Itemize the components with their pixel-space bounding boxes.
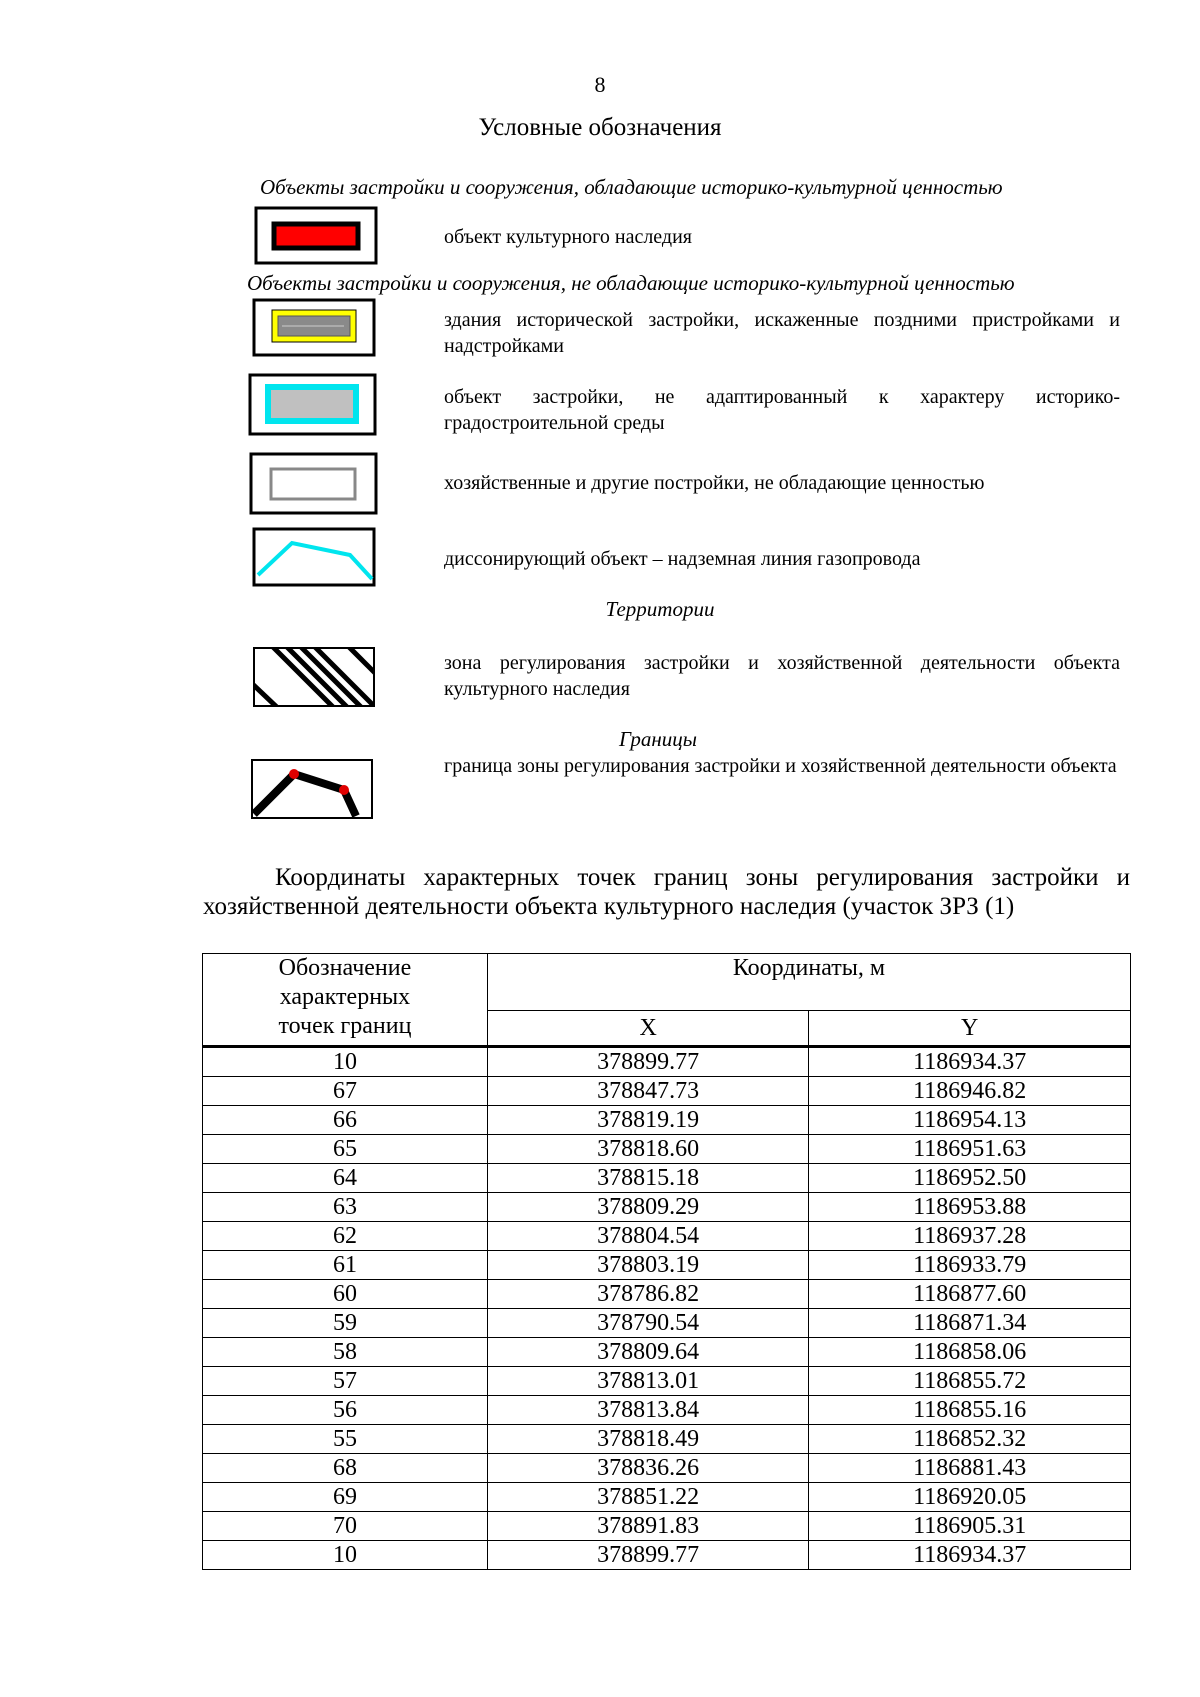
cell-x: 378790.54 bbox=[487, 1309, 809, 1338]
table-row bbox=[203, 1047, 1131, 1077]
table-row bbox=[203, 1135, 1131, 1164]
coordinates-table bbox=[202, 953, 1131, 1570]
legend-item-non-adapted: объект застройки, не адаптированный к характеру историко-градостроительной среды bbox=[444, 386, 1120, 434]
cell-y: 1186934.37 bbox=[809, 1541, 1131, 1570]
cell-point: 70 bbox=[203, 1512, 488, 1541]
cell-y: 1186954.13 bbox=[809, 1106, 1131, 1135]
gas-pipeline-symbol bbox=[252, 527, 378, 589]
cell-y: 1186877.60 bbox=[809, 1280, 1131, 1309]
cell-x: 378804.54 bbox=[487, 1222, 809, 1251]
cell-y: 1186952.50 bbox=[809, 1164, 1131, 1193]
cell-x: 378809.64 bbox=[487, 1338, 809, 1367]
cell-x: 378818.49 bbox=[487, 1425, 809, 1454]
utility-building-symbol bbox=[249, 452, 379, 516]
cell-y: 1186951.63 bbox=[809, 1135, 1131, 1164]
cell-y: 1186946.82 bbox=[809, 1077, 1131, 1106]
cell-point: 57 bbox=[203, 1367, 488, 1396]
cell-point: 61 bbox=[203, 1251, 488, 1280]
cell-point: 69 bbox=[203, 1483, 488, 1512]
coordinates-table-body bbox=[203, 1047, 1131, 1570]
legend-item-zone-boundary: граница зоны регулирования застройки и хозяйственной деятельности объекта bbox=[444, 755, 1117, 777]
legend-item-cultural-heritage: объект культурного наследия bbox=[444, 226, 692, 248]
cell-x: 378819.19 bbox=[487, 1106, 809, 1135]
cell-x: 378847.73 bbox=[487, 1077, 809, 1106]
table-row bbox=[203, 1454, 1131, 1483]
cell-point: 65 bbox=[203, 1135, 488, 1164]
table-row bbox=[203, 1222, 1131, 1251]
legend-section-heading-boundaries: Границы bbox=[618, 727, 697, 751]
cell-x: 378786.82 bbox=[487, 1280, 809, 1309]
cell-point: 62 bbox=[203, 1222, 488, 1251]
table-row bbox=[203, 1483, 1131, 1512]
cell-point: 10 bbox=[203, 1541, 488, 1570]
cell-point: 64 bbox=[203, 1164, 488, 1193]
non-adapted-building-symbol bbox=[248, 373, 378, 437]
table-row bbox=[203, 1512, 1131, 1541]
table-row bbox=[203, 1309, 1131, 1338]
zone-boundary-symbol bbox=[250, 758, 376, 822]
table-row bbox=[203, 1106, 1131, 1135]
regulation-zone-hatch-symbol bbox=[252, 646, 378, 710]
cell-x: 378836.26 bbox=[487, 1454, 809, 1483]
table-row bbox=[203, 1338, 1131, 1367]
cell-x: 378818.60 bbox=[487, 1135, 809, 1164]
cell-x: 378803.19 bbox=[487, 1251, 809, 1280]
cell-y: 1186858.06 bbox=[809, 1338, 1131, 1367]
table-row bbox=[203, 1367, 1131, 1396]
cell-y: 1186855.16 bbox=[809, 1396, 1131, 1425]
legend-section-heading-non-valuable: Объекты застройки и сооружения, не обладающие историко-культурной ценностью bbox=[247, 271, 1015, 295]
cell-point: 66 bbox=[203, 1106, 488, 1135]
cell-y: 1186934.37 bbox=[809, 1047, 1131, 1077]
table-row bbox=[203, 1251, 1131, 1280]
cell-x: 378891.83 bbox=[487, 1512, 809, 1541]
cell-point: 63 bbox=[203, 1193, 488, 1222]
cell-y: 1186953.88 bbox=[809, 1193, 1131, 1222]
cell-x: 378813.84 bbox=[487, 1396, 809, 1425]
distorted-historic-building-symbol bbox=[252, 298, 378, 358]
table-row bbox=[203, 1425, 1131, 1454]
column-header-y: Y bbox=[809, 1011, 1131, 1047]
cell-y: 1186871.34 bbox=[809, 1309, 1131, 1338]
cell-x: 378813.01 bbox=[487, 1367, 809, 1396]
cell-y: 1186933.79 bbox=[809, 1251, 1131, 1280]
cell-point: 56 bbox=[203, 1396, 488, 1425]
cell-point: 68 bbox=[203, 1454, 488, 1483]
table-row bbox=[203, 1193, 1131, 1222]
cell-y: 1186905.31 bbox=[809, 1512, 1131, 1541]
legend-section-heading-territories: Территории bbox=[605, 597, 715, 621]
coordinates-title: Координаты характерных точек границ зоны регулирования застройки и хозяйственной деятельности объекта культурного наследия (участок ЗРЗ (1) bbox=[203, 864, 1130, 920]
legend-item-utility: хозяйственные и другие постройки, не обладающие ценностью bbox=[444, 472, 985, 494]
cell-point: 67 bbox=[203, 1077, 488, 1106]
cell-point: 55 bbox=[203, 1425, 488, 1454]
page-number: 8 bbox=[594, 72, 606, 97]
column-header-coordinates: Координаты, м bbox=[487, 954, 1130, 1011]
legend-item-distorted-historic: здания исторической застройки, искаженные поздними пристройками и надстройками bbox=[444, 309, 1120, 357]
legend-title: Условные обозначения bbox=[478, 114, 722, 141]
cell-x: 378851.22 bbox=[487, 1483, 809, 1512]
legend-item-regulation-zone: зона регулирования застройки и хозяйственной деятельности объекта культурного наследия bbox=[444, 652, 1120, 700]
table-row bbox=[203, 1077, 1131, 1106]
cell-x: 378815.18 bbox=[487, 1164, 809, 1193]
table-row bbox=[203, 1541, 1131, 1570]
cell-y: 1186881.43 bbox=[809, 1454, 1131, 1483]
cell-y: 1186855.72 bbox=[809, 1367, 1131, 1396]
cell-point: 60 bbox=[203, 1280, 488, 1309]
cell-point: 59 bbox=[203, 1309, 488, 1338]
table-row bbox=[203, 1396, 1131, 1425]
cell-point: 58 bbox=[203, 1338, 488, 1367]
table-row bbox=[203, 1164, 1131, 1193]
table-row bbox=[203, 1280, 1131, 1309]
cell-y: 1186852.32 bbox=[809, 1425, 1131, 1454]
cultural-heritage-symbol bbox=[254, 206, 380, 266]
cell-x: 378899.77 bbox=[487, 1047, 809, 1077]
column-header-designation: Обозначение характерных точек границ bbox=[203, 954, 488, 1047]
legend-section-heading-valuable: Объекты застройки и сооружения, обладающие историко-культурной ценностью bbox=[260, 175, 1003, 199]
cell-point: 10 bbox=[203, 1047, 488, 1077]
column-header-x: X bbox=[487, 1011, 809, 1047]
legend-item-gas-pipeline: диссонирующий объект – надземная линия газопровода bbox=[444, 548, 921, 570]
cell-x: 378809.29 bbox=[487, 1193, 809, 1222]
cell-x: 378899.77 bbox=[487, 1541, 809, 1570]
cell-y: 1186937.28 bbox=[809, 1222, 1131, 1251]
cell-y: 1186920.05 bbox=[809, 1483, 1131, 1512]
